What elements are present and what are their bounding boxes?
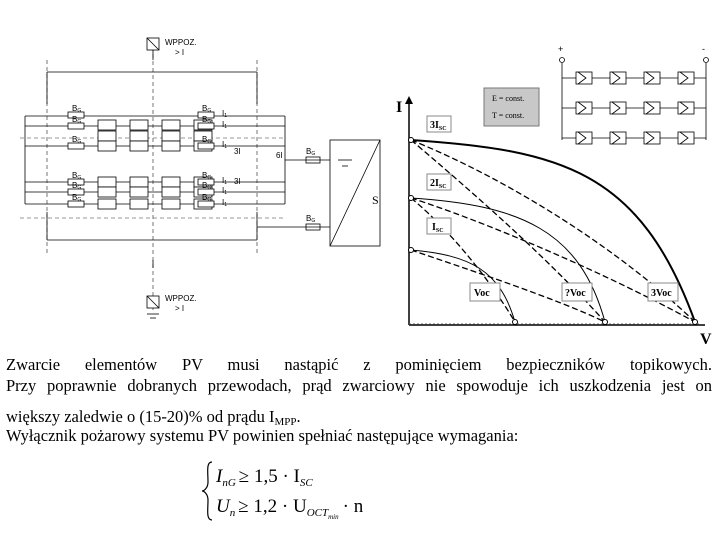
paragraph-4: Wyłącznik pożarowy systemu PV powinien spełniać następujące wymagania: [6,426,519,445]
main-fuse-label: BG [306,147,316,157]
paragraph-2: Przy poprawnie dobranych przewodach, prąd zwarciowy nie spowoduje ich uszkodzenia jest on [6,376,712,395]
pv-module-cell [610,72,626,84]
legend-line-2: T = const. [492,111,525,120]
fuse-label: BG [72,104,82,114]
switch-label-top-1: WPPOZ. [165,38,197,47]
fuse-label: BG [202,115,212,125]
string-current-label: I1 [222,140,228,150]
fuse-label: BG [72,171,82,181]
group-current-6: 6I [276,151,283,160]
paragraph-1: Zwarcie elementów PV musi nastąpić z pominięciem bezpieczników topikowych. [6,355,712,374]
formula-oct: OCT [306,507,329,519]
formula-i: I [216,466,223,487]
pv-module-cell [678,132,694,144]
switch-label-bottom-1: WPPOZ. [165,294,197,303]
pv-module-cell [576,132,592,144]
formula-n-sub: n [229,507,236,519]
x-axis-label: V [700,331,712,348]
pv-module-cell [644,72,660,84]
fuse-label: BG [72,193,82,203]
isc-1-sub: SC [435,228,444,234]
array-minus: - [702,44,705,54]
formula [200,458,390,524]
legend [484,88,539,126]
pv-module-cell [678,72,694,84]
mpp-subscript: MPP [274,416,297,428]
svg-text:InG≥ 1,5 · ISC [215,466,313,489]
voc-1-label: Voc [474,288,490,299]
fuse-label: BG [202,171,212,181]
formula-min: min [328,513,339,521]
isc-3-label: 3I [430,120,439,131]
y-axis-label: I [396,99,403,116]
string-current-label: I1 [222,120,228,130]
formula-ng: nG [222,477,236,489]
voc-3-label: 3Voc [651,288,672,299]
pv-module-cell [576,72,592,84]
fuse-label: BG [202,193,212,203]
isc-3-sub: SC [438,126,447,132]
group-current-3a: 3I [234,147,241,156]
fuse-label: BG [72,181,82,191]
fuse-label: BG [202,104,212,114]
fuse-label: BG [202,181,212,191]
fuse-label: BG [72,115,82,125]
pv-module-cell [610,102,626,114]
pv-module-cell [644,102,660,114]
main-fuse-label: BG [306,214,316,224]
formula-u: U [216,496,230,517]
string-current-label: I1 [222,176,228,186]
inverter-symbol: S [372,193,379,207]
legend-line-1: E = const. [492,94,525,103]
isc-1-label: I [432,222,436,233]
isc-2-label: 2I [430,178,439,189]
formula-sc: SC [299,477,313,489]
paragraph-3-end: . [296,407,301,426]
string-current-label: I1 [222,109,228,119]
switch-label-bottom-2: > I [175,304,185,313]
fuse-label: BG [72,135,82,145]
formula-line2-end: · n [342,496,364,517]
array-plus: + [558,44,564,54]
pv-module-cell [610,132,626,144]
voc-2-label: ?Voc [565,288,586,299]
fuse-label: BG [202,135,212,145]
pv-module-cell [678,102,694,114]
group-current-3b: 3I [234,177,241,186]
pv-module-cell [576,102,592,114]
formula-line2-rest: ≥ 1,2 · U [238,496,307,517]
isc-2-sub: SC [438,184,447,190]
pv-module-cell [644,132,660,144]
array-diagram [560,58,709,145]
string-current-label: I1 [222,198,228,208]
iv-graph [396,96,712,348]
switch-label-top-2: > I [175,48,185,57]
formula-line1-rest: ≥ 1,5 · I [238,466,300,487]
string-current-label: I1 [222,186,228,196]
svg-text:Un≥ 1,2 · UOCTmin· n [216,496,364,521]
paragraph-3-text: większy zaledwie o (15-20)% od prądu I [6,407,275,426]
